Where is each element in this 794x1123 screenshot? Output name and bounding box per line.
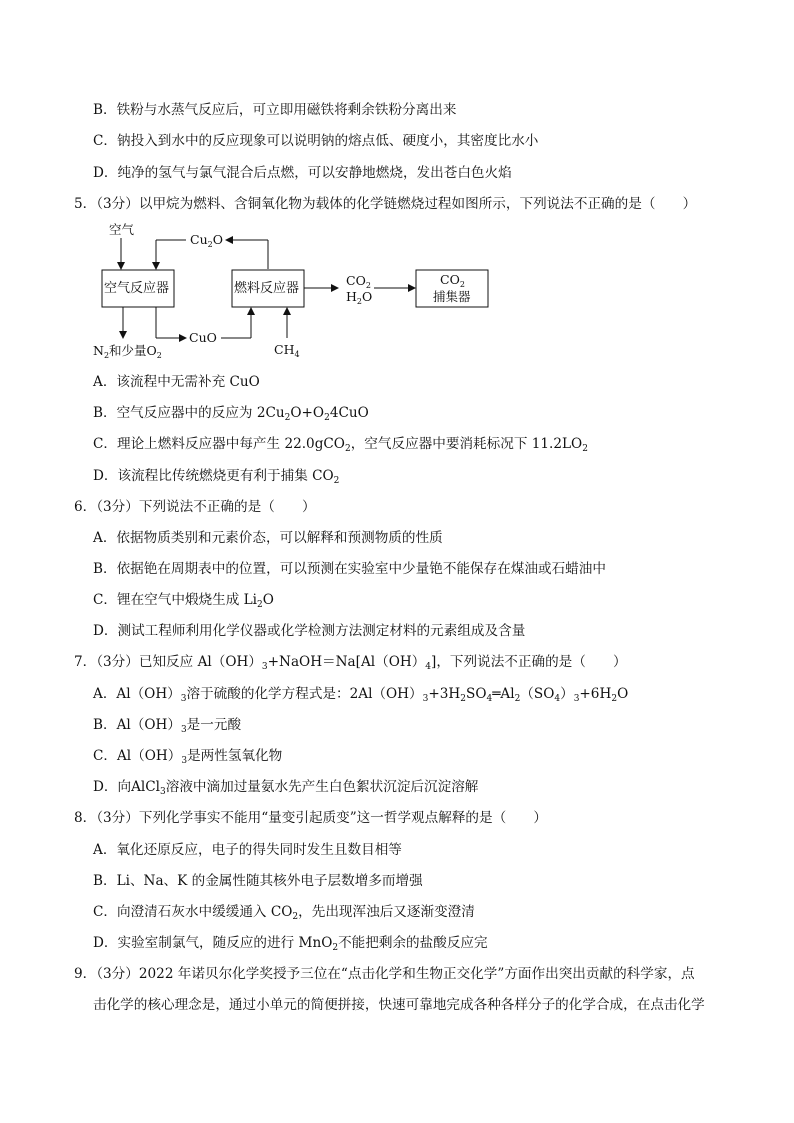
- q5-option-d: D．该流程比传统燃烧更有利于捕集 $CO_2$: [93, 468, 340, 486]
- cuo-label: CuO: [189, 330, 217, 345]
- q6-option-b: B．依据铯在周期表中的位置，可以预测在实验室中少量铯不能保存在煤油或石蜡油中: [93, 561, 606, 577]
- q7-option-b: B．$Al(OH)_3$是一元酸: [93, 717, 242, 735]
- q8-stem: 8．（3分）下列化学事实不能用“量变引起质变”这一哲学观点解释的是（ ）: [74, 810, 547, 826]
- q9-stem-line-2: 击化学的核心理念是，通过小单元的简便拼接，快速可靠地完成各种各样分子的化学合成，在点击化学: [93, 997, 705, 1013]
- q7-stem: 7．（3分）已知反应 $Al(OH)_3+NaOH=Na[Al(OH)_4]$，下列说法不正确的是（ ）: [74, 654, 627, 672]
- q7-option-c: C．$Al(OH)_3$是两性氢氧化物: [93, 748, 283, 766]
- q4-option-b: B．铁粉与水蒸气反应后，可立即用磁铁将剩余铁粉分离出来: [93, 102, 457, 118]
- air-reactor-label: 空气反应器: [104, 281, 170, 296]
- chemical-looping-diagram: [88, 222, 508, 367]
- q5-stem: 5．（3分）以甲烷为燃料、含铜氧化物为载体的化学链燃烧过程如图所示，下列说法不正确的是（ ）: [74, 196, 697, 212]
- q7-option-a: A．$Al(OH)_3$溶于硫酸的化学方程式是：$2Al(OH)_3+3H_2SO_4═Al_2(SO_4)_3+6H_2O$: [93, 686, 629, 704]
- collector-label: 捕集器: [433, 289, 471, 304]
- q6-stem: 6．（3分）下列说法不正确的是（ ）: [74, 499, 316, 515]
- q8-option-c: C．向澄清石灰水中缓缓通入 $CO_2$，先出现浑浊后又逐渐变澄清: [93, 904, 475, 922]
- q8-option-d: D．实验室制氯气，随反应的进行 MnO$_2$不能把剩余的盐酸反应完: [93, 935, 488, 953]
- q4-option-d: D．纯净的氢气与氯气混合后点燃，可以安静地燃烧，发出苍白色火焰: [93, 165, 512, 181]
- cu2o-label: $Cu_2O$: [190, 232, 223, 249]
- q5-option-c: C．理论上燃料反应器中每产生 22.0gCO$_2$，空气反应器中要消耗标况下 $11.2LO_2$: [93, 436, 588, 454]
- q6-option-c: C．锂在空气中煅烧生成 $Li_2O$: [93, 592, 274, 610]
- q6-option-a: A．依据物质类别和元素价态，可以解释和预测物质的性质: [93, 530, 443, 546]
- q5-option-b: B．空气反应器中的反应为 $2Cu_2O+O_24CuO$: [93, 405, 369, 423]
- q6-option-d: D．测试工程师利用化学仪器或化学检测方法测定材料的元素组成及含量: [93, 623, 526, 639]
- exhaust-label: $N_2$和少量$O_2$: [93, 343, 162, 360]
- q9-stem-line-1: 9．（3分）2022 年诺贝尔化学奖授予三位在“点击化学和生物正交化学”方面作出突出贡献的科学家，点: [74, 966, 695, 982]
- q8-option-a: A．氧化还原反应，电子的得失同时发生且数目相等: [93, 842, 402, 858]
- q7-option-d: D．向AlCl$_3$溶液中滴加过量氨水先产生白色絮状沉淀后沉淀溶解: [93, 779, 479, 797]
- q4-option-c: C．钠投入到水中的反应现象可以说明钠的熔点低、硬度小，其密度比水小: [93, 133, 539, 149]
- h2o-product-label: $H_2O$: [346, 289, 373, 306]
- ch4-label: $CH_4$: [274, 342, 300, 359]
- q5-option-a: A．该流程中无需补充 CuO: [93, 374, 260, 390]
- fuel-reactor-label: 燃料反应器: [234, 281, 300, 296]
- air-input-label: 空气: [109, 222, 135, 237]
- collector-co2-label: $CO_2$: [440, 272, 465, 289]
- co2-product-label: $CO_2$: [346, 273, 371, 290]
- q8-option-b: B．Li、Na、K 的金属性随其核外电子层数增多而增强: [93, 873, 423, 889]
